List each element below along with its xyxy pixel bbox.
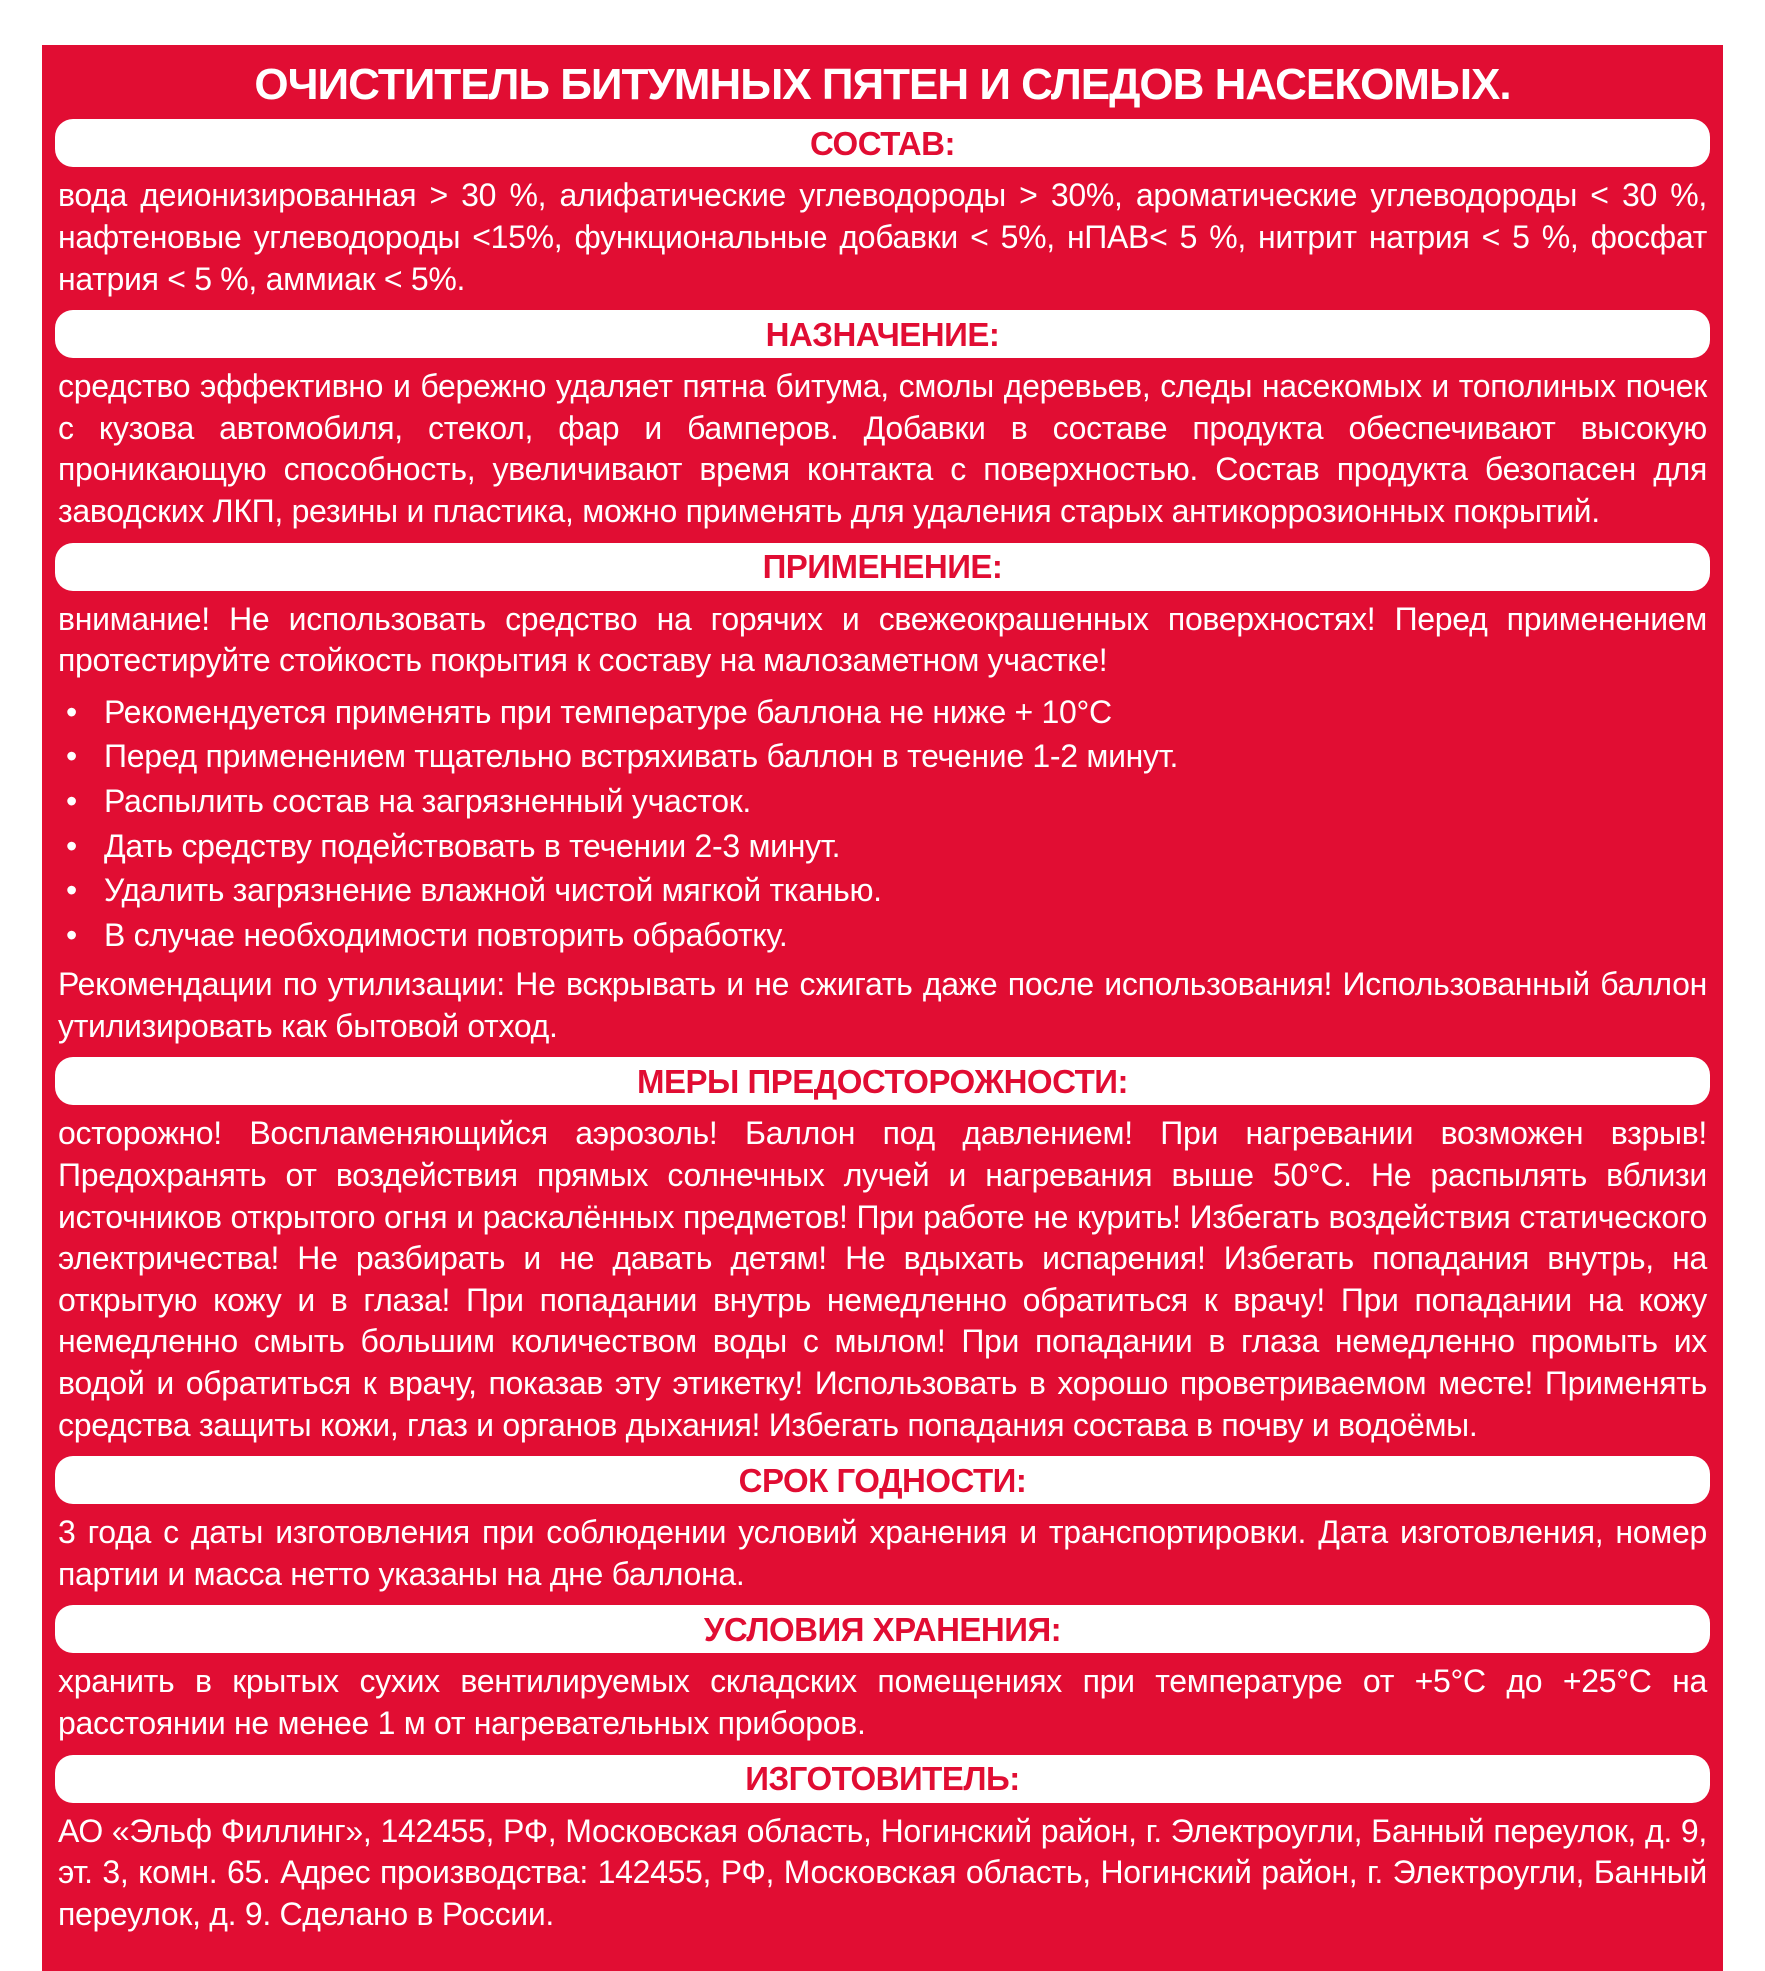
section-header-label: НАЗНАЧЕНИЕ: <box>765 315 1000 353</box>
list-item-text: Дать средству подействовать в течении 2-3 минут. <box>104 827 841 864</box>
section-body-composition: вода деионизированная > 30 %, алифатические углеводороды > 30%, ароматические углеводороды < 30 %, нафтеновые углеводороды <15%, функциональные добавки < 5%, нПАВ< 5 %, нитрит натрия < 5 %, фосфат натрия < 5 %, аммиак < 5%. <box>58 177 1707 297</box>
section-header-label: МЕРЫ ПРЕДОСТОРОЖНОСТИ: <box>637 1062 1128 1100</box>
application-steps-list <box>58 692 1707 957</box>
list-item-text: В случае необходимости повторить обработку. <box>104 916 788 953</box>
section-header-label: ПРИМЕНЕНИЕ: <box>762 548 1003 586</box>
section-header-label: СРОК ГОДНОСТИ: <box>738 1461 1027 1499</box>
bullet-icon: • <box>66 916 77 953</box>
section-header-application <box>55 543 1710 591</box>
application-intro: внимание! Не использовать средство на горячих и свежеокрашенных поверхностях! Перед применением протестируйте стойкость покрытия к составу на малозаметном участке! <box>58 600 1707 679</box>
list-item <box>58 781 1707 823</box>
section-body-purpose: средство эффективно и бережно удаляет пятна битума, смолы деревьев, следы насекомых и тополиных почек с кузова автомобиля, стекол, фар и бамперов. Добавки в составе продукта обеспечивают высокую проникающую способность, увеличивают время контакта с поверхностью. Состав продукта безопасен для заводских ЛКП, резины и пластика, можно применять для удаления старых антикоррозионных покрытий. <box>58 368 1707 529</box>
list-item <box>58 826 1707 868</box>
product-title: ОЧИСТИТЕЛЬ БИТУМНЫХ ПЯТЕН И СЛЕДОВ НАСЕКОМЫХ. <box>254 60 1511 109</box>
list-item-text: Удалить загрязнение влажной чистой мягкой тканью. <box>104 872 882 909</box>
list-item <box>58 736 1707 778</box>
section-header-label: УСЛОВИЯ ХРАНЕНИЯ: <box>703 1610 1062 1648</box>
list-item <box>58 915 1707 957</box>
section-header-manufacturer <box>55 1755 1710 1803</box>
section-body-precautions: осторожно! Воспламеняющийся аэрозоль! Баллон под давлением! При нагревании возможен взрыв! Предохранять от воздействия прямых солнечных лучей и нагревания выше 50°С. Не распылять вблизи источников открытого огня и раскалённых предметов! При работе не курить! Избегать воздействия статического электричества! Не разбирать и не давать детям! Не вдыхать испарения! Избегать попадания внутрь, на открытую кожу и в глаза! При попадании внутрь немедленно обратиться к врачу! При попадании на кожу немедленно смыть большим количеством воды с мылом! При попадании в глаза немедленно промыть их водой и обратиться к врачу, показав эту этикетку! Использовать в хорошо проветриваемом месте! Применять средства защиты кожи, глаз и органов дыхания! Избегать попадания состава в почву и водоёмы. <box>58 1115 1707 1443</box>
bullet-icon: • <box>66 782 77 819</box>
bullet-icon: • <box>66 738 77 775</box>
section-header-precautions <box>55 1057 1710 1105</box>
list-item-text: Перед применением тщательно встряхивать баллон в течение 1-2 минут. <box>104 738 1179 775</box>
section-body-storage: хранить в крытых сухих вентилируемых складских помещениях при температуре от +5°С до +25°С на расстоянии не менее 1 м от нагревательных приборов. <box>58 1663 1707 1742</box>
section-body-manufacturer: АО «Эльф Филлинг», 142455, РФ, Московская область, Ногинский район, г. Электроугли, Банный переулок, д. 9, эт. 3, комн. 65. Адрес производства: 142455, РФ, Московская область, Ногинский район, г. Электроугли, Банный переулок, д. 9. Сделано в России. <box>58 1812 1707 1932</box>
list-item-text: Распылить состав на загрязненный участок. <box>104 782 751 819</box>
section-header-label: ИЗГОТОВИТЕЛЬ: <box>745 1760 1020 1798</box>
application-disposal-note: Рекомендации по утилизации: Не вскрывать и не сжигать даже после использования! Использованный баллон утилизировать как бытовой отход. <box>58 966 1707 1044</box>
section-header-composition <box>55 119 1710 167</box>
product-label <box>42 45 1723 1971</box>
list-item <box>58 870 1707 912</box>
bullet-icon: • <box>66 872 77 909</box>
section-header-label: СОСТАВ: <box>810 124 955 162</box>
section-body-shelf-life: 3 года с даты изготовления при соблюдении условий хранения и транспортировки. Дата изготовления, номер партии и масса нетто указаны на дне баллона. <box>58 1514 1707 1592</box>
bullet-icon: • <box>66 827 77 864</box>
section-header-shelf-life <box>55 1456 1710 1504</box>
list-item-text: Рекомендуется применять при температуре баллона не ниже + 10°С <box>104 693 1112 730</box>
list-item <box>58 692 1707 734</box>
section-header-purpose <box>55 310 1710 358</box>
bullet-icon: • <box>66 693 77 730</box>
section-header-storage <box>55 1605 1710 1653</box>
